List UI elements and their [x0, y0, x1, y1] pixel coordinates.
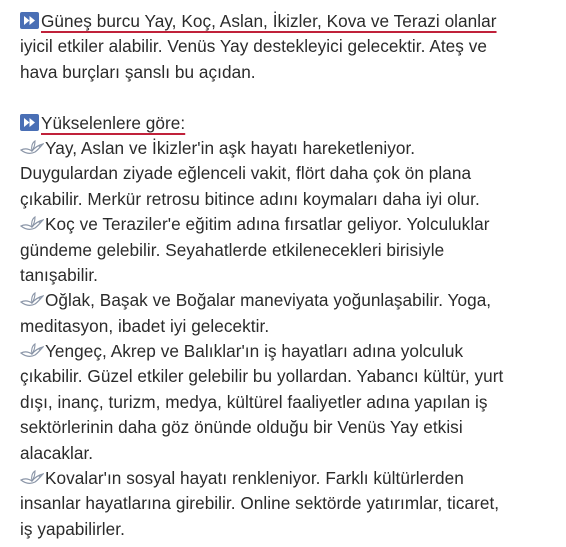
- dove-icon: [20, 139, 44, 156]
- item-line: gündeme gelebilir. Seyahatlerde etkilenecekleri birisiyle: [20, 239, 445, 260]
- dove-icon: [20, 469, 44, 486]
- item-line: insanlar hayatlarına girebilir. Online sektörde yatırımlar, ticaret,: [20, 493, 500, 514]
- item-first-line: [20, 212, 552, 237]
- spacer: [20, 85, 552, 110]
- list-item: [20, 136, 552, 212]
- item-first-line: [20, 288, 552, 313]
- fast-forward-icon: [20, 114, 39, 131]
- paragraph-one-line: iyicil etkiler alabilir. Venüs Yay destekleyici gelecektir. Ateş ve: [20, 36, 487, 57]
- item-line: çıkabilir. Güzel etkiler gelebilir bu yollardan. Yabancı kültür, yurt: [20, 366, 504, 387]
- item-line: Duygulardan ziyade eğlenceli vakit, flört daha çok ön plana: [20, 163, 472, 184]
- heading-one: Güneş burcu Yay, Koç, Aslan, İkizler, Kova ve Terazi olanlar: [41, 11, 497, 31]
- list-item: [20, 339, 552, 466]
- dove-icon: [20, 342, 44, 359]
- item-line: sektörlerinin daha göz önünde olduğu bir Venüs Yay etkisi: [20, 417, 463, 438]
- item-text: Kovalar'ın sosyal hayatı renkleniyor. Farklı kültürlerden: [45, 468, 464, 489]
- dove-icon: [20, 291, 44, 308]
- dove-icon: [20, 215, 44, 232]
- paragraph-one-line: hava burçları şanslı bu açıdan.: [20, 61, 256, 82]
- heading-two-line: [20, 111, 552, 136]
- item-line: iş yapabilirler.: [20, 518, 125, 539]
- item-text: Yay, Aslan ve İkizler'in aşk hayatı hareketleniyor.: [45, 137, 416, 158]
- item-line: meditasyon, ibadet iyi gelecektir.: [20, 315, 270, 336]
- list-item: [20, 212, 552, 288]
- item-text: Yengeç, Akrep ve Balıklar'ın iş hayatları adına yolculuk: [45, 341, 464, 362]
- item-line: alacaklar.: [20, 442, 94, 463]
- item-text: Koç ve Teraziler'e eğitim adına fırsatlar geliyor. Yolculuklar: [45, 214, 490, 235]
- item-line: dışı, inanç, turizm, medya, kültürel faaliyetler adına yapılan iş: [20, 391, 488, 412]
- list-item: [20, 288, 552, 339]
- item-first-line: [20, 339, 552, 364]
- heading-two: Yükselenlere göre:: [41, 112, 186, 133]
- item-first-line: [20, 136, 552, 161]
- list-item: [20, 466, 552, 542]
- item-first-line: [20, 466, 552, 491]
- item-line: çıkabilir. Merkür retrosu bitince adını koymaları daha iyi olur.: [20, 188, 480, 209]
- item-line: tanışabilir.: [20, 264, 98, 285]
- item-text: Oğlak, Başak ve Boğalar maneviyata yoğunlaşabilir. Yoga,: [45, 290, 492, 311]
- fast-forward-icon: [20, 12, 39, 29]
- heading-one-line: [20, 9, 552, 34]
